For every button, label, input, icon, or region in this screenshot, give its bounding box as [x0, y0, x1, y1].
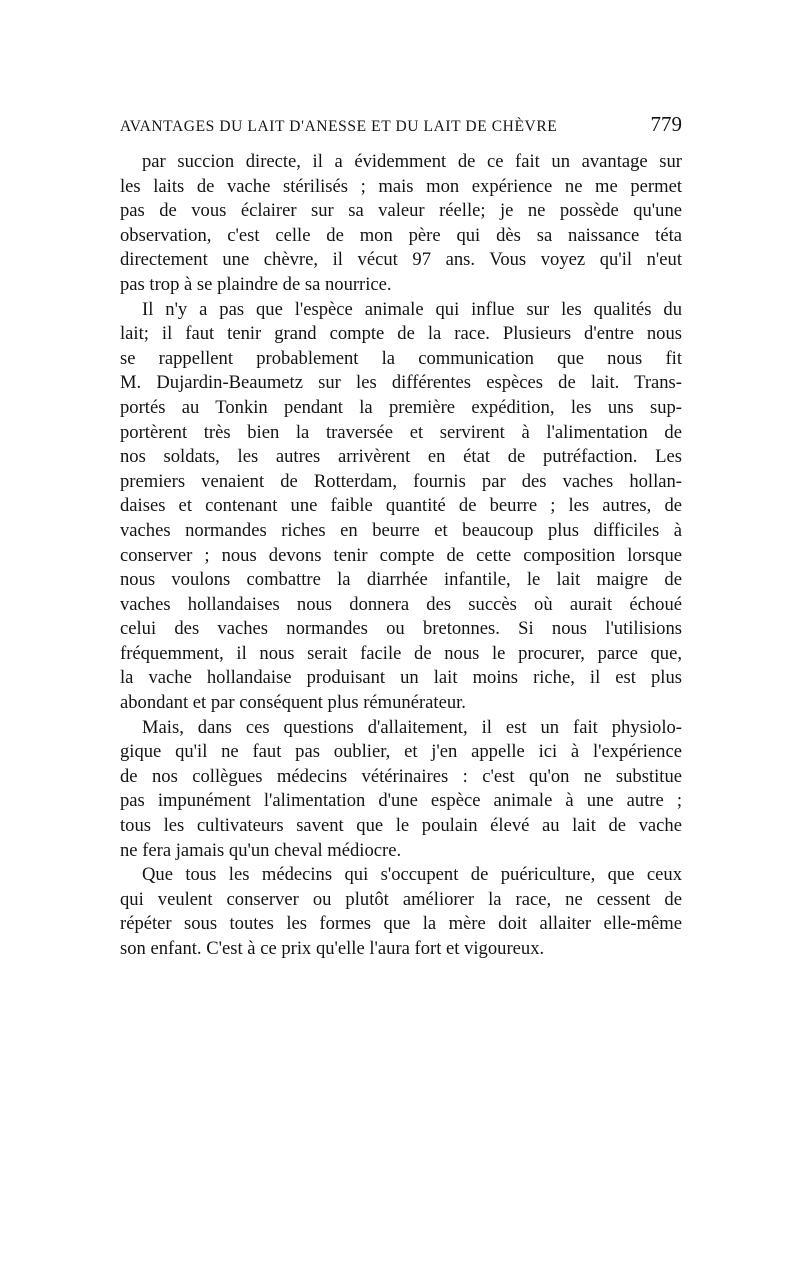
text-line: se rappellent probablement la communication que nous fit [120, 347, 682, 369]
text-line: daises et contenant une faible quantité de beurre ; les autres, de [120, 495, 682, 517]
text-line: Il n'y a pas que l'espèce animale qui influe sur les qualités du [142, 298, 682, 320]
text-line: conserver ; nous devons tenir compte de cette composition lorsque [120, 544, 682, 566]
text-line: M. Dujardin-Beaumetz sur les différentes espèces de lait. Trans- [120, 372, 682, 394]
text-line: qui veulent conserver ou plutôt améliorer la race, ne cessent de [120, 888, 682, 910]
text-line: de nos collègues médecins vétérinaires : c'est qu'on ne substitue [120, 765, 682, 787]
page-number: 779 [650, 112, 682, 136]
text-line: premiers venaient de Rotterdam, fournis par des vaches hollan- [120, 470, 682, 492]
text-line: observation, c'est celle de mon père qui dès sa naissance téta [120, 224, 682, 246]
paragraph [120, 150, 682, 298]
text-line: pas trop à se plaindre de sa nourrice. [120, 273, 392, 295]
text-line: lait; il faut tenir grand compte de la race. Plusieurs d'entre nous [120, 323, 682, 345]
text-line: fréquemment, il nous serait facile de nous le procurer, parce que, [120, 642, 682, 664]
text-line: son enfant. C'est à ce prix qu'elle l'aura fort et vigoureux. [120, 938, 545, 959]
text-line: Mais, dans ces questions d'allaitement, il est un fait physiolo- [142, 716, 682, 738]
paragraph [120, 716, 682, 864]
text-line: par succion directe, il a évidemment de ce fait un avantage sur [142, 151, 682, 172]
text-line: ne fera jamais qu'un cheval médiocre. [120, 839, 402, 861]
paragraph [120, 863, 682, 961]
text-line: Que tous les médecins qui s'occupent de puériculture, que ceux [142, 864, 682, 886]
text-line: la vache hollandaise produisant un lait moins riche, il est plus [120, 667, 682, 689]
text-line: gique qu'il ne faut pas oublier, et j'en appelle ici à l'expérience [120, 741, 682, 763]
running-head [120, 112, 682, 142]
text-line: pas impunément l'alimentation d'une espèce animale à une autre ; [120, 790, 682, 812]
text-line: pas de vous éclairer sur sa valeur réelle; je ne possède qu'une [120, 200, 682, 222]
text-line: tous les cultivateurs savent que le poulain élevé au lait de vache [120, 815, 682, 837]
text-line: celui des vaches normandes ou bretonnes. Si nous l'utilisions [120, 618, 682, 640]
text-line: nos soldats, les autres arrivèrent en état de putréfaction. Les [120, 446, 682, 468]
running-title: AVANTAGES DU LAIT D'ANESSE ET DU LAIT DE CHÈVRE [120, 118, 558, 135]
text-line: vaches hollandaises nous donnera des succès où aurait échoué [120, 593, 682, 615]
text-line: portèrent très bien la traversée et servirent à l'alimentation de [120, 421, 682, 443]
text-line: portés au Tonkin pendant la première expédition, les uns sup- [120, 396, 682, 418]
paragraph [120, 298, 682, 716]
text-line: les laits de vache stérilisés ; mais mon expérience ne me permet [120, 175, 682, 197]
text-line: répéter sous toutes les formes que la mère doit allaiter elle-même [120, 913, 682, 935]
text-line: abondant et par conséquent plus rémunérateur. [120, 692, 466, 714]
text-line: directement une chèvre, il vécut 97 ans. Vous voyez qu'il n'eut [120, 249, 682, 271]
text-line: nous voulons combattre la diarrhée infantile, le lait maigre de [120, 569, 682, 591]
text-line: vaches normandes riches en beurre et beaucoup plus difficiles à [120, 519, 682, 541]
body-text [120, 150, 682, 962]
